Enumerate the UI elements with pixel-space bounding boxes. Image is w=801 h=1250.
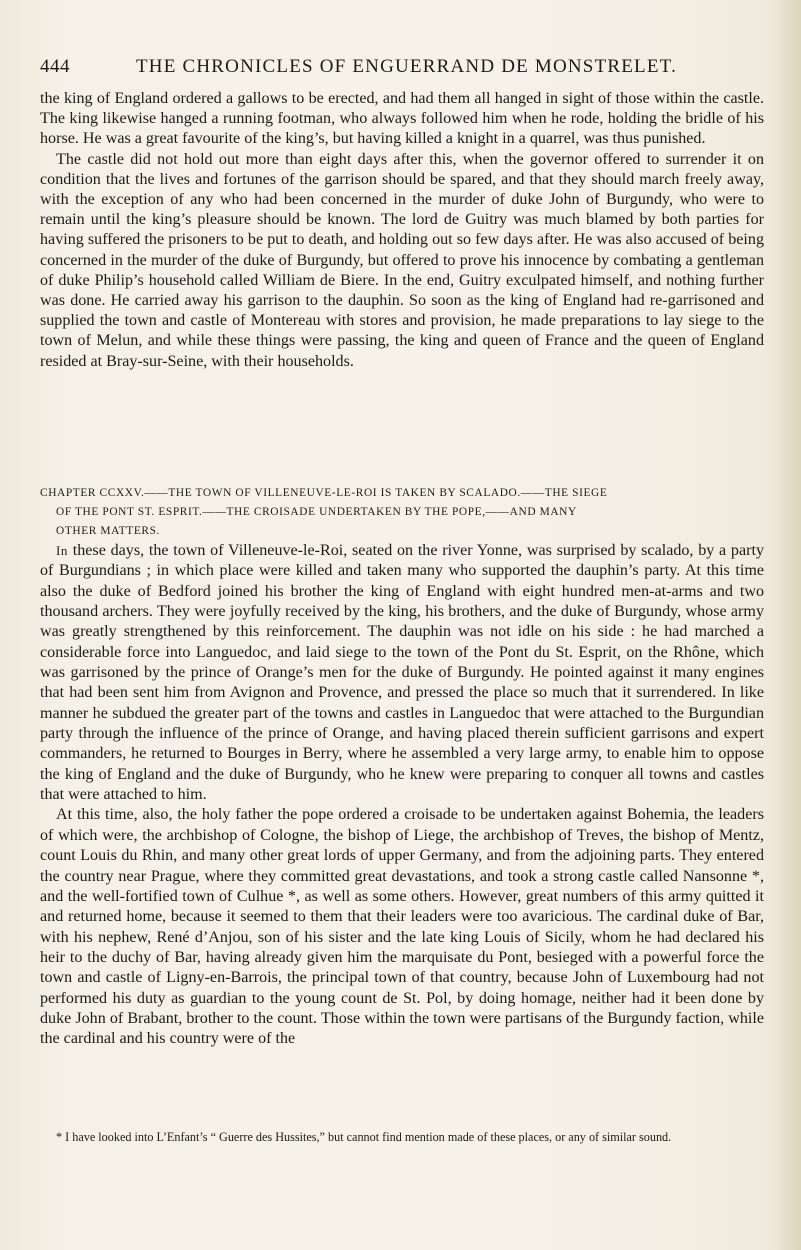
running-title: THE CHRONICLES OF ENGUERRAND DE MONSTRELET. bbox=[136, 56, 678, 77]
page-edge-shadow bbox=[775, 0, 801, 1250]
paragraph: the king of England ordered a gallows to be erected, and had them all hanged in sight of those within the castle. The king likewise hanged a running footman, who always followed him when he rode, holding the bridle of his horse. He was a great favourite of the king’s, but having killed a knight in a quarrel, was thus punished. bbox=[40, 90, 764, 148]
continued-text bbox=[40, 89, 764, 372]
chapter-heading-line: OTHER MATTERS. bbox=[56, 525, 160, 537]
chapter-text bbox=[40, 541, 764, 1050]
initial-word: In bbox=[56, 543, 69, 558]
paragraph-text: these days, the town of Villeneuve-le-Roi, seated on the river Yonne, was surprised by scalado, by a party of Burgundians ; in which place were killed and taken many who supported the dauphin’s party. At this time also the duke of Bedford joined his brother the king of England with eight hundred men-at-arms and two thousand archers. They were joyfully received by the king, his brothers, and the duke of Burgundy, whose army was greatly strengthened by this reinforcement. The dauphin was not idle on his side : he had marched a considerable force into Languedoc, and laid siege to the town of the Pont du St. Esprit, on the Rhône, which was garrisoned by the prince of Orange’s men for the duke of Burgundy. He pointed against it many engines that had been sent him from Avignon and Provence, and pressed the place so much that it surrendered. In like manner he subdued the greater part of the towns and castles in Languedoc that were attached to the Burgundian party through the influence of the prince of Orange, and having placed therein sufficient garrisons and expert commanders, he returned to Bourges in Berry, where he assembled a very large army, to enable him to oppose the king of England and the duke of Burgundy, who he knew were preparing to conquer all towns and castles that were attached to him. bbox=[40, 542, 764, 804]
page-header bbox=[40, 56, 764, 82]
footnote: * I have looked into L’Enfant’s “ Guerre des Hussites,” but cannot find mention made of these places, or any of similar sound. bbox=[56, 1130, 672, 1144]
paragraph: At this time, also, the holy father the pope ordered a croisade to be undertaken against Bohemia, the leaders of which were, the archbishop of Cologne, the bishop of Liege, the archbishop of Treves, the bishop of Mentz, count Louis du Rhin, and many other great lords of upper Germany, and from the adjoining parts. They entered the country near Prague, where they committed great devastations, and took a strong castle called Nansonne *, and the well-fortified town of Culhue *, as well as some others. However, great numbers of this army quitted it and returned home, because it seemed to them that their leaders were too avaricious. The cardinal duke of Bar, with his nephew, René d’Anjou, son of his sister and the late king Louis of Sicily, whom he had declared his heir to the duchy of Bar, having already given him the marquisate du Pont, besieged with a powerful force the town and castle of Ligny-en-Barrois, the principal town of that country, because John of Luxembourg had not performed his duty as guardian to the young count de St. Pol, by doing homage, neither had it been done by duke John of Brabant, brother to the count. Those within the town were partisans of the Burgundy faction, while the cardinal and his country were of the bbox=[40, 806, 764, 1048]
paragraph: The castle did not hold out more than eight days after this, when the governor offered to surrender it on condition that the lives and fortunes of the garrison should be spared, and that they should march freely away, with the exception of any who had been concerned in the murder of duke John of Burgundy, who were to remain until the king’s pleasure should be known. The lord de Guitry was much blamed by both parties for having suffered the prisoners to be put to death, and holding out so few days after. He was also accused of being concerned in the murder of the duke of Burgundy, but offered to prove his innocence by combating a gentleman of duke Philip’s household called William de Biere. In the end, Guitry exculpated himself, and nothing further was done. He carried away his garrison to the dauphin. So soon as the king of England had re-garrisoned and supplied the town and castle of Montereau with stores and provision, he made preparations to lay siege to the town of Melun, and while these things were passing, the king and queen of France and the queen of England resided at Bray-sur-Seine, with their households. bbox=[40, 150, 764, 370]
paragraph bbox=[40, 541, 764, 805]
page-number: 444 bbox=[40, 56, 70, 77]
chapter-heading-line: OF THE PONT ST. ESPRIT.——THE CROISADE UNDERTAKEN BY THE POPE,——AND MANY bbox=[56, 506, 577, 518]
chapter-heading-line: CHAPTER CCXXV.——THE TOWN OF VILLENEUVE-LE-ROI IS TAKEN BY SCALADO.——THE SIEGE bbox=[40, 487, 608, 499]
chapter-heading bbox=[40, 484, 764, 541]
